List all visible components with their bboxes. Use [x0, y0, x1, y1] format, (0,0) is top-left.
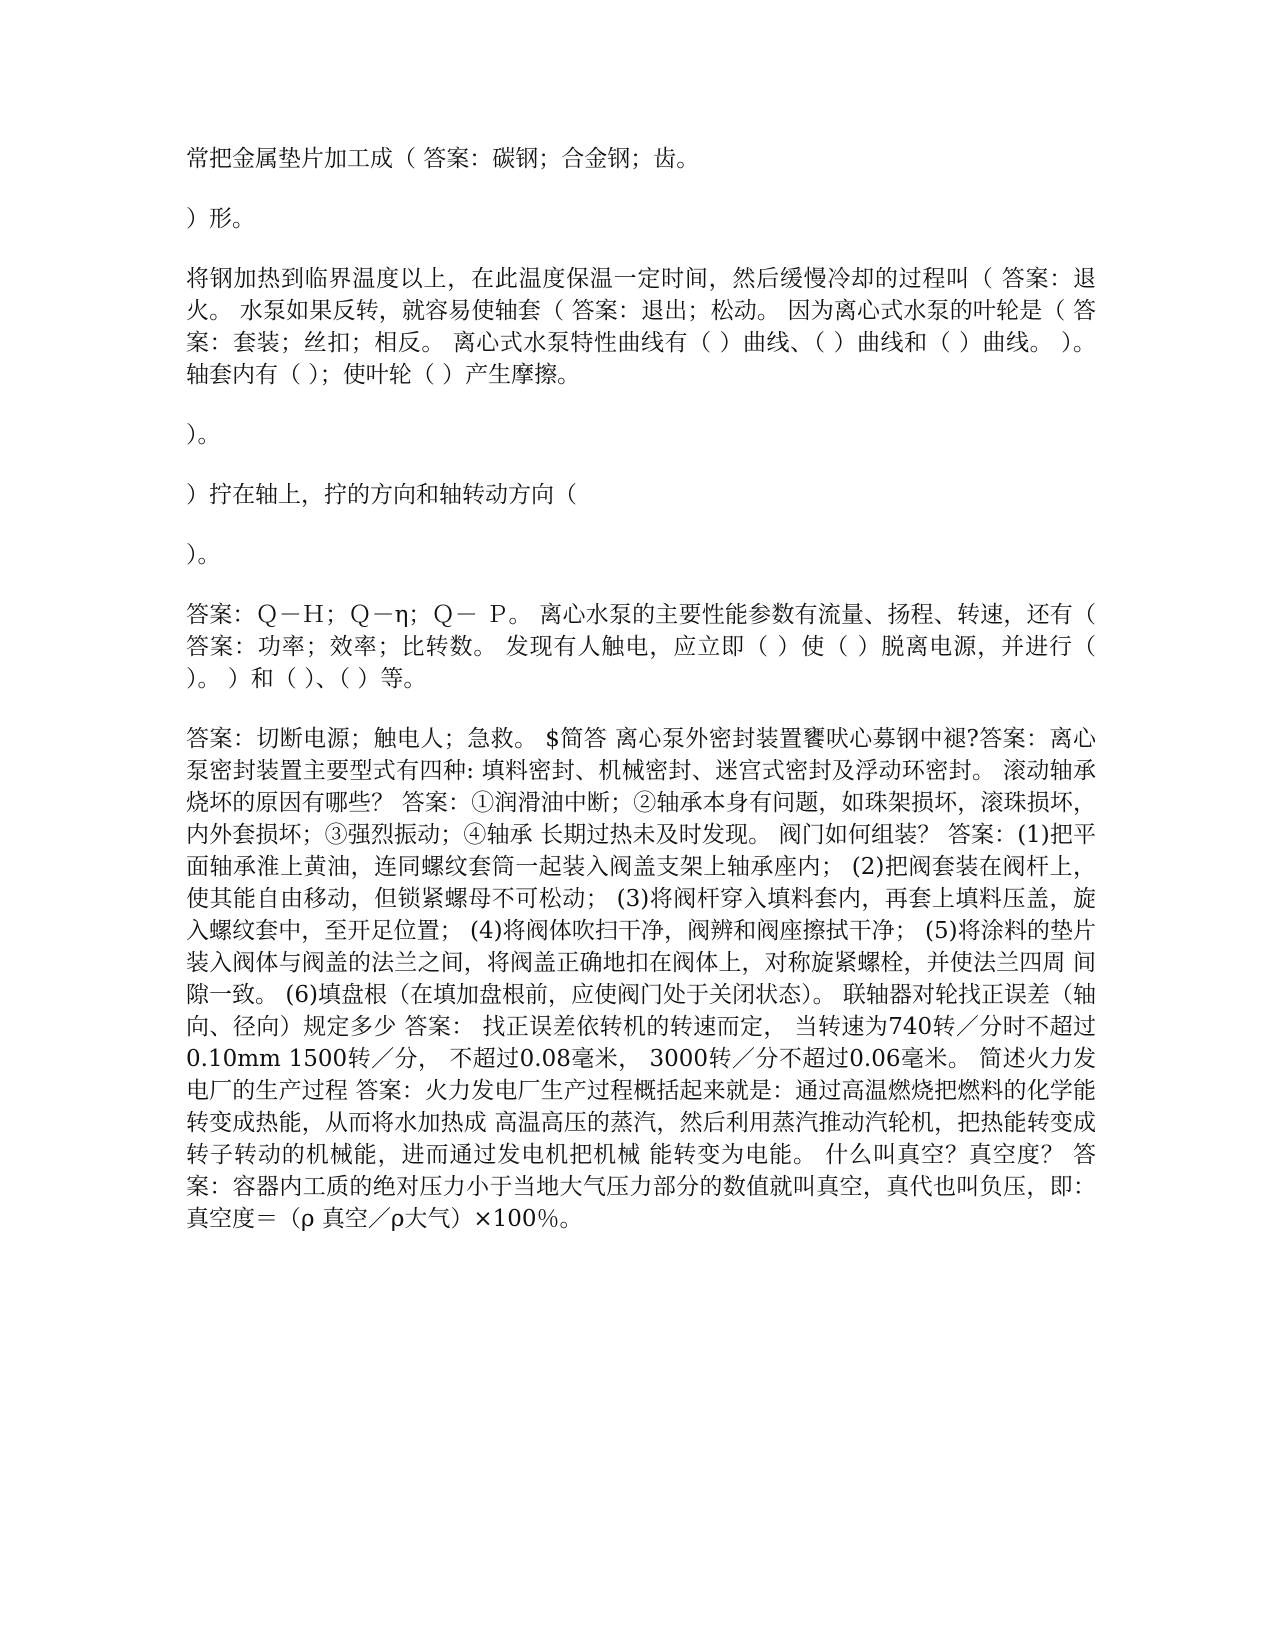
paragraph-2: ）形。	[186, 206, 255, 232]
paragraph-7: 答案：Ｑ－Ｈ；Ｑ－η；Ｑ－ Ｐ。 离心水泵的主要性能参数有流量、扬程、转速，还有（ 答案：功率；效率；比转数。 发现有人触电，应立即（ ）使（ ）脱离电源，并进行（ ）。 ）和（ ）、（ ）等。	[186, 602, 1096, 692]
paragraph-3: 将钢加热到临界温度以上，在此温度保温一定时间，然后缓慢冷却的过程叫（ 答案：退火。 水泵如果反转，就容易使轴套（ 答案：退出；松动。 因为离心式水泵的叶轮是（ 答案：套装；丝扣；相反。 离心式水泵特性曲线有（ ）曲线、（ ）曲线和（ ）曲线。 ）。轴套内有（ ）；使叶轮（ ）产生摩擦。	[186, 266, 1096, 388]
document-body	[186, 143, 1096, 1263]
paragraph-8: 答案：切断电源；触电人；急救。 $简答 离心泵外密封装置饔吠心募钢中褪?答案：离心泵密封装置主要型式有四种: 填料密封、机械密封、迷宫式密封及浮动环密封。 滚动轴承烧坏的原因有哪些？ 答案：①润滑油中断；②轴承本身有问题，如珠架损坏，滚珠损坏，内外套损坏；③强烈振动；④轴承 长期过热未及时发现。 阀门如何组装？ 答案：(1)把平面轴承淮上黄油，连同螺纹套筒一起装入阀盖支架上轴承座内； (2)把阀套装在阀杆上，使其能自由移动，但锁紧螺母不可松动； (3)将阀杆穿入填料套内，再套上填料压盖，旋入螺纹套中，至开足位置； (4)将阀体吹扫干净，阀辨和阀座擦拭干净； (5)将涂料的垫片装入阀体与阀盖的法兰之间，将阀盖正确地扣在阀体上，对称旋紧螺栓，并使法兰四周 间隙一致。 (6)填盘根（在填加盘根前，应使阀门处于关闭状态）。 联轴器对轮找正误差（轴向、径向）规定多少 答案： 找正误差依转机的转速而定， 当转速为740转／分时不超过0.10mm 1500转／分， 不超过0.08毫米， 3000转／分不超过0.06毫米。 简述火力发电厂的生产过程 答案：火力发电厂生产过程概括起来就是：通过高温燃烧把燃料的化学能转变成热能，从而将水加热成 高温高压的蒸汽，然后利用蒸汽推动汽轮机，把热能转变成转子转动的机械能，进而通过发电机把机械 能转变为电能。 什么叫真空？真空度？ 答案：容器内工质的绝对压力小于当地大气压力部分的数值就叫真空，真代也叫负压，即：真空度＝（ρ 真空／ρ大气）×100％。	[186, 726, 1096, 1232]
paragraph-1: 常把金属垫片加工成（ 答案：碳钢；合金钢；齿。	[186, 146, 700, 172]
paragraph-4: ）。	[186, 422, 221, 448]
paragraph-6: ）。	[186, 542, 221, 568]
paragraph-5: ）拧在轴上，拧的方向和轴转动方向（	[186, 482, 577, 508]
